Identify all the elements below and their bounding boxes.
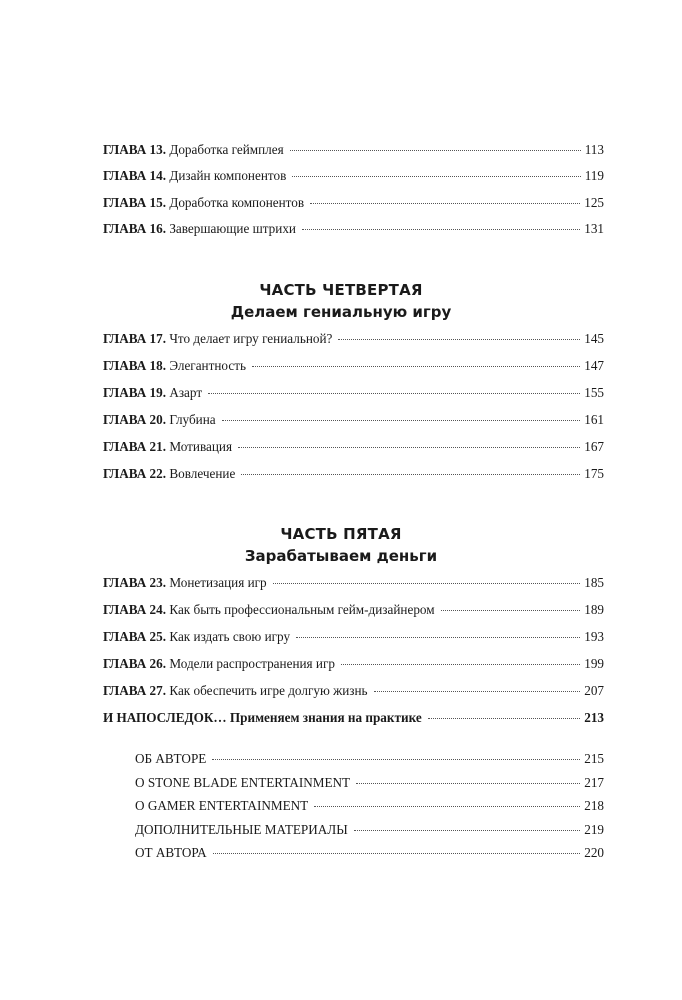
page-number: 131 bbox=[584, 221, 604, 236]
dot-leader bbox=[428, 718, 581, 719]
appendix-title: О GAMER ENTERTAINMENT bbox=[135, 798, 309, 813]
chapter-title: Модели распространения игр bbox=[169, 656, 335, 671]
page-number: 207 bbox=[584, 683, 604, 698]
chapter-number: ГЛАВА 13. bbox=[103, 142, 167, 157]
page-number: 161 bbox=[584, 412, 604, 427]
part-title: ЧАСТЬ ЧЕТВЕРТАЯ bbox=[259, 281, 423, 299]
dot-leader bbox=[208, 393, 580, 394]
final-title: И НАПОСЛЕДОК… Применяем знания на практике bbox=[103, 710, 422, 725]
dot-leader bbox=[310, 203, 580, 204]
chapter-title: Как быть профессиональным гейм-дизайнером bbox=[169, 602, 435, 617]
chapter-title: Как обеспечить игре долгую жизнь bbox=[169, 683, 368, 698]
page-number: 218 bbox=[584, 798, 604, 813]
toc-entry-gamer-entertainment bbox=[135, 796, 604, 816]
chapter-number: ГЛАВА 21. bbox=[103, 439, 167, 454]
toc-entry-chapter-18 bbox=[103, 356, 604, 376]
page-number: 220 bbox=[584, 845, 604, 860]
chapter-title: Что делает игру гениальной? bbox=[169, 331, 333, 346]
toc-entry-chapter-23 bbox=[103, 573, 604, 593]
page-number: 113 bbox=[584, 142, 604, 157]
dot-leader bbox=[302, 229, 580, 230]
toc-entry-chapter-27 bbox=[103, 681, 604, 701]
appendix-title: О STONE BLADE ENTERTAINMENT bbox=[135, 775, 351, 790]
dot-leader bbox=[290, 150, 581, 151]
page-number: 155 bbox=[584, 385, 604, 400]
chapter-number: ГЛАВА 20. bbox=[103, 412, 167, 427]
toc-entry-about-author bbox=[135, 749, 604, 769]
dot-leader bbox=[441, 610, 581, 611]
page-number: 215 bbox=[584, 751, 604, 766]
part-five-heading bbox=[0, 523, 682, 567]
part-subtitle: Делаем гениальную игру bbox=[230, 303, 452, 321]
page-number: 125 bbox=[584, 195, 604, 210]
chapter-number: ГЛАВА 15. bbox=[103, 195, 167, 210]
dot-leader bbox=[212, 759, 580, 760]
part-subtitle: Зарабатываем деньги bbox=[244, 547, 438, 565]
dot-leader bbox=[213, 853, 581, 854]
toc-entry-chapter-26 bbox=[103, 654, 604, 674]
chapter-title: Доработка геймплея bbox=[169, 142, 284, 157]
chapter-title: Доработка компонентов bbox=[169, 195, 305, 210]
dot-leader bbox=[241, 474, 580, 475]
part-title: ЧАСТЬ ПЯТАЯ bbox=[280, 525, 402, 543]
dot-leader bbox=[292, 176, 580, 177]
part-four-heading bbox=[0, 279, 682, 323]
dot-leader bbox=[273, 583, 581, 584]
page-number: 193 bbox=[584, 629, 604, 644]
chapter-number: ГЛАВА 19. bbox=[103, 385, 167, 400]
dot-leader bbox=[314, 806, 580, 807]
page-number: 119 bbox=[584, 168, 604, 183]
dot-leader bbox=[356, 783, 580, 784]
chapter-number: ГЛАВА 25. bbox=[103, 629, 167, 644]
page-number: 145 bbox=[584, 331, 604, 346]
chapter-title: Монетизация игр bbox=[169, 575, 267, 590]
toc-entry-chapter-14 bbox=[103, 166, 604, 186]
page-number: 213 bbox=[584, 710, 604, 725]
toc-entry-chapter-15 bbox=[103, 193, 604, 213]
toc-entry-final bbox=[103, 708, 604, 728]
toc-entry-stone-blade bbox=[135, 773, 604, 793]
dot-leader bbox=[252, 366, 580, 367]
dot-leader bbox=[354, 830, 580, 831]
dot-leader bbox=[222, 420, 581, 421]
chapter-number: ГЛАВА 18. bbox=[103, 358, 167, 373]
chapter-title: Мотивация bbox=[169, 439, 233, 454]
appendix-title: ОБ АВТОРЕ bbox=[135, 751, 207, 766]
chapter-number: ГЛАВА 26. bbox=[103, 656, 167, 671]
dot-leader bbox=[238, 447, 580, 448]
toc-entry-chapter-17 bbox=[103, 329, 604, 349]
chapter-number: ГЛАВА 23. bbox=[103, 575, 167, 590]
toc-entry-chapter-25 bbox=[103, 627, 604, 647]
chapter-number: ГЛАВА 17. bbox=[103, 331, 167, 346]
toc-entry-chapter-13 bbox=[103, 140, 604, 160]
chapter-number: ГЛАВА 22. bbox=[103, 466, 167, 481]
toc-entry-extra-materials bbox=[135, 820, 604, 840]
toc-entry-chapter-22 bbox=[103, 464, 604, 484]
chapter-number: ГЛАВА 14. bbox=[103, 168, 167, 183]
toc-entry-from-author bbox=[135, 843, 604, 863]
page-number: 217 bbox=[584, 775, 604, 790]
dot-leader bbox=[374, 691, 581, 692]
chapter-number: ГЛАВА 24. bbox=[103, 602, 167, 617]
dot-leader bbox=[296, 637, 580, 638]
page-number: 185 bbox=[584, 575, 604, 590]
chapter-number: ГЛАВА 16. bbox=[103, 221, 167, 236]
toc-entry-chapter-19 bbox=[103, 383, 604, 403]
appendix-title: ОТ АВТОРА bbox=[135, 845, 207, 860]
dot-leader bbox=[341, 664, 580, 665]
chapter-title: Азарт bbox=[169, 385, 203, 400]
chapter-title: Элегантность bbox=[169, 358, 246, 373]
dot-leader bbox=[338, 339, 580, 340]
page-number: 175 bbox=[584, 466, 604, 481]
page-number: 199 bbox=[584, 656, 604, 671]
chapter-title: Завершающие штрихи bbox=[169, 221, 296, 236]
chapter-title: Как издать свою игру bbox=[169, 629, 291, 644]
toc-entry-chapter-16 bbox=[103, 219, 604, 239]
toc-entry-chapter-20 bbox=[103, 410, 604, 430]
page-number: 219 bbox=[584, 822, 604, 837]
chapter-number: ГЛАВА 27. bbox=[103, 683, 167, 698]
chapter-title: Вовлечение bbox=[169, 466, 236, 481]
chapter-title: Глубина bbox=[169, 412, 216, 427]
appendix-title: ДОПОЛНИТЕЛЬНЫЕ МАТЕРИАЛЫ bbox=[135, 822, 348, 837]
page-number: 167 bbox=[584, 439, 604, 454]
toc-entry-chapter-24 bbox=[103, 600, 604, 620]
page-number: 147 bbox=[584, 358, 604, 373]
toc-entry-chapter-21 bbox=[103, 437, 604, 457]
chapter-title: Дизайн компонентов bbox=[169, 168, 287, 183]
page-number: 189 bbox=[584, 602, 604, 617]
